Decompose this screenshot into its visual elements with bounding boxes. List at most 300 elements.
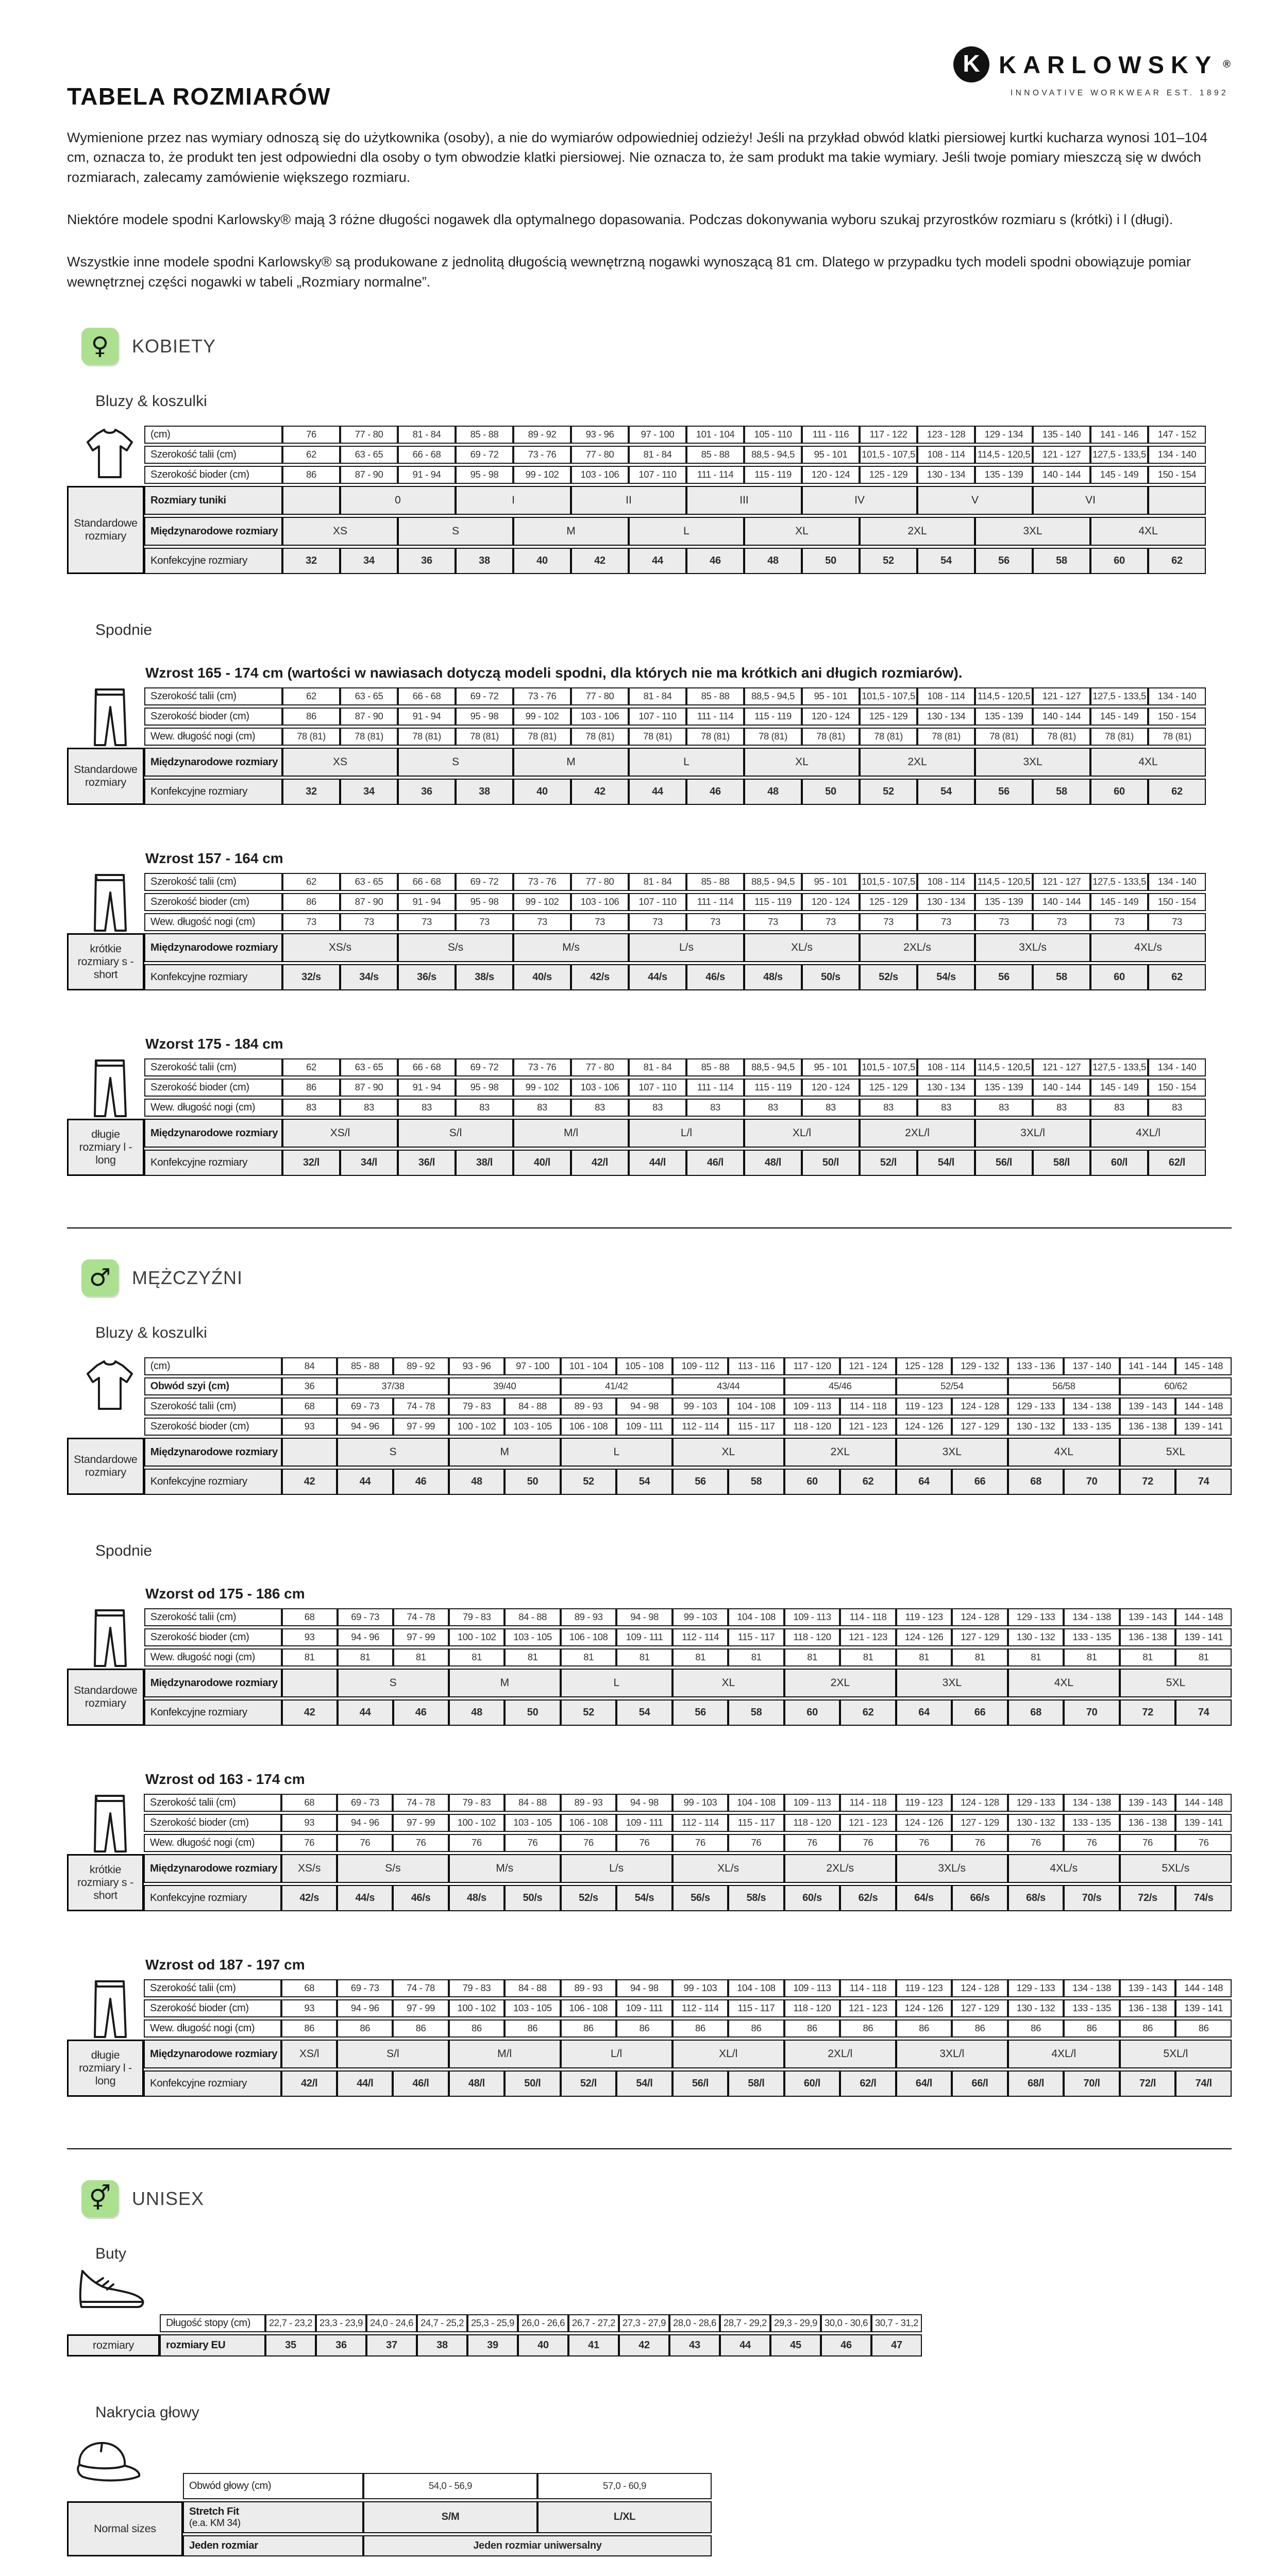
value-cell: 38/l — [456, 1150, 513, 1176]
value-cell: 58/l — [728, 2070, 784, 2097]
value-cell: 99 - 103 — [672, 1979, 728, 1997]
table-row — [67, 1794, 1232, 1812]
value-cell: 3XL — [896, 1669, 1008, 1697]
value-cell: 4XL/s — [1090, 933, 1206, 962]
value-cell: 43 — [669, 2334, 720, 2356]
value-cell: 86 — [281, 2019, 337, 2038]
value-cell: 83 — [571, 1099, 629, 1117]
value-cell: 81 — [393, 1648, 449, 1666]
value-cell: 52/54 — [896, 1377, 1008, 1395]
value-cell: 78 (81) — [802, 728, 860, 746]
value-cell: 93 — [281, 1999, 337, 2017]
value-cell: 76 — [1064, 1834, 1120, 1852]
value-cell: L/s — [561, 1854, 672, 1883]
table-row — [67, 1885, 1232, 1911]
value-cell: 94 - 96 — [337, 1418, 393, 1436]
value-cell: 101,5 - 107,5 — [860, 1058, 917, 1076]
value-cell: 103 - 105 — [505, 1999, 561, 2017]
value-cell: XS/l — [281, 2040, 337, 2068]
pants-icon — [92, 1793, 128, 1855]
value-cell: 94 - 98 — [616, 1608, 672, 1626]
value-cell: 86 — [337, 2019, 393, 2038]
value-cell: 30,7 - 31,2 — [871, 2314, 922, 2332]
side-label: rozmiary — [67, 2334, 160, 2356]
section-women — [67, 328, 1232, 1196]
karlowsky-k-icon — [952, 45, 990, 83]
unisex-shoes-table — [67, 2312, 922, 2359]
value-cell: 63 - 65 — [340, 687, 398, 705]
value-cell: 70/s — [1064, 1885, 1120, 1911]
value-cell: M/l — [449, 2040, 561, 2068]
side-label: Normal sizes — [67, 2501, 183, 2556]
value-cell: 58/l — [1033, 1150, 1090, 1176]
value-cell: 78 (81) — [398, 728, 456, 746]
group-sublabel: Bluzy & koszulki — [95, 392, 207, 410]
value-cell: 22,7 - 23,2 — [265, 2314, 316, 2332]
value-cell: 46 — [686, 779, 744, 805]
value-cell: 36 — [316, 2334, 366, 2356]
value-cell: 127,5 - 133,5 — [1090, 1058, 1148, 1076]
value-cell: 66 - 68 — [398, 1058, 456, 1076]
value-cell: 81 — [1064, 1648, 1120, 1666]
men-pants-standard-table — [67, 1606, 1232, 1728]
value-cell: 139 - 141 — [1175, 1999, 1232, 2017]
value-cell: 119 - 123 — [896, 1608, 952, 1626]
value-cell: 121 - 124 — [840, 1357, 896, 1375]
value-cell: 44/l — [337, 2070, 393, 2097]
value-cell: 68 — [281, 1794, 337, 1812]
table-row — [67, 517, 1206, 546]
value-cell: 86 — [616, 2019, 672, 2038]
value-cell: 91 - 94 — [398, 466, 456, 484]
value-cell: 103 - 105 — [505, 1418, 561, 1436]
value-cell: 77 - 80 — [571, 446, 629, 464]
value-cell: 86 — [393, 2019, 448, 2038]
value-cell: 60 — [1090, 548, 1148, 574]
table-row — [67, 2473, 712, 2499]
value-cell: 124 - 128 — [952, 1398, 1008, 1416]
women-pants-standard-table — [67, 685, 1206, 807]
value-cell: 107 - 110 — [629, 893, 686, 911]
row-label: Konfekcyjne rozmiary — [144, 548, 282, 574]
gender-symbol: ♀ — [91, 332, 109, 361]
value-cell: 109 - 111 — [616, 1999, 672, 2017]
value-cell: 83 — [860, 1099, 917, 1117]
value-cell: 91 - 94 — [398, 893, 456, 911]
side-label: Standardowe rozmiary — [67, 1669, 144, 1726]
value-cell: 120 - 124 — [802, 708, 860, 726]
value-cell: 36/l — [398, 1150, 456, 1176]
value-cell: 76 — [728, 1834, 784, 1852]
value-cell: 111 - 114 — [686, 893, 744, 911]
value-cell: 81 — [282, 1648, 338, 1666]
value-cell: 120 - 124 — [802, 466, 860, 484]
value-cell: 54/s — [917, 964, 975, 990]
value-cell: 83 — [282, 1099, 340, 1117]
shoe-icon — [76, 2264, 148, 2311]
value-cell: 144 - 148 — [1175, 1979, 1232, 1997]
value-cell: 63 - 65 — [340, 873, 398, 891]
table-row — [67, 2070, 1232, 2097]
value-cell: 2XL/s — [860, 933, 975, 962]
value-cell: 66 — [952, 1699, 1008, 1726]
intro-paragraph-1: Wymienione przez nas wymiary odnoszą się do użytkownika (osoby), a nie do wymiarów odpowiedniej odzieży! Jeśli na przykład obwód klatki piersiowej kurtki kucharza wynosi 101–104 cm, oznacza to, że produkt ten jest odpowiedni dla osoby o tym obwodzie klatki piersiowej. Nie oznacza to, że sam produkt ma takie wymiary. Jeśli twoje pomiary mieszczą się w dwóch rozmiarach, zalecamy zamówienie większego rozmiaru. — [67, 130, 1208, 185]
value-cell: 134 - 140 — [1148, 446, 1206, 464]
value-cell: 38 — [417, 2334, 467, 2356]
value-cell: 28,7 - 29,2 — [720, 2314, 770, 2332]
value-cell: 83 — [1148, 1099, 1206, 1117]
value-cell: 115 - 119 — [744, 708, 802, 726]
value-cell: 3XL/l — [896, 2040, 1008, 2068]
value-cell: 45 — [770, 2334, 821, 2356]
value-cell: I — [456, 486, 571, 515]
value-cell: 37 — [366, 2334, 417, 2356]
value-cell: 136 - 138 — [1120, 1628, 1176, 1646]
value-cell: 3XL — [975, 517, 1090, 546]
side-label: Standardowe rozmiary — [67, 486, 144, 574]
value-cell: 68 — [1008, 1699, 1064, 1726]
value-cell: 120 - 124 — [802, 1079, 860, 1097]
value-cell: 141 - 146 — [1090, 426, 1148, 444]
value-cell: 56 — [672, 1469, 728, 1495]
value-cell: 95 - 101 — [802, 446, 860, 464]
value-cell: 52 — [860, 779, 917, 805]
row-label: Międzynarodowe rozmiary — [144, 748, 282, 777]
tshirt-icon — [81, 427, 138, 482]
value-cell: 133 - 135 — [1064, 1814, 1120, 1832]
value-cell: 111 - 114 — [686, 466, 744, 484]
value-cell: 46/l — [393, 2070, 448, 2097]
value-cell: 125 - 128 — [896, 1357, 952, 1375]
value-cell: 134 - 140 — [1148, 687, 1206, 705]
value-cell: 93 - 96 — [571, 426, 629, 444]
value-cell: 73 — [398, 913, 456, 931]
value-cell: 79 - 83 — [449, 1794, 505, 1812]
table-gap — [67, 2359, 1232, 2376]
value-cell: L/l — [561, 2040, 672, 2068]
value-cell: 46/s — [686, 964, 744, 990]
value-cell: 124 - 126 — [896, 1814, 952, 1832]
value-cell: 104 - 108 — [728, 1608, 784, 1626]
value-cell: 85 - 88 — [337, 1357, 393, 1375]
value-cell: 115 - 117 — [728, 1418, 784, 1436]
pants-icon — [92, 1978, 128, 2040]
row-label: Rozmiary tuniki — [144, 486, 282, 515]
value-cell: 2XL — [784, 1669, 896, 1697]
value-cell: 81 - 84 — [629, 687, 686, 705]
value-cell: 58 — [728, 1699, 784, 1726]
value-cell: 44 — [337, 1469, 393, 1495]
unisex-icon — [81, 2180, 119, 2217]
table-gap — [67, 576, 1232, 594]
value-cell: 86 — [1175, 2019, 1232, 2038]
value-cell: 62 — [282, 446, 340, 464]
male-icon — [81, 1259, 119, 1297]
value-cell: 115 - 117 — [728, 1628, 784, 1646]
value-cell: 36 — [282, 1377, 338, 1395]
table-row — [67, 1999, 1232, 2017]
value-cell: 73 — [917, 913, 975, 931]
value-cell: 73 — [340, 913, 398, 931]
value-cell: 109 - 113 — [784, 1608, 840, 1626]
value-cell: XL/s — [744, 933, 860, 962]
value-cell: 46 — [393, 1699, 449, 1726]
value-cell: 84 — [282, 1357, 338, 1375]
group-sublabel: Buty — [95, 2245, 127, 2262]
value-cell: 26,7 - 27,2 — [568, 2314, 619, 2332]
value-cell: 48 — [744, 548, 802, 574]
table-title: Wzrost od 163 - 174 cm — [145, 1771, 305, 1787]
value-cell: 76 — [505, 1834, 561, 1852]
value-cell: 50/l — [802, 1150, 860, 1176]
table-row — [67, 1648, 1232, 1666]
table-row — [67, 1079, 1206, 1097]
table-row — [67, 2314, 922, 2332]
value-cell: 145 - 148 — [1175, 1357, 1232, 1375]
value-cell: XL — [672, 1669, 784, 1697]
value-cell: 68/s — [1008, 1885, 1064, 1911]
row-label: Szerokość talii (cm) — [144, 1794, 281, 1812]
value-cell: M — [513, 517, 629, 546]
value-cell: 2XL/s — [784, 1854, 896, 1883]
table-row — [67, 466, 1206, 484]
value-cell: 69 - 72 — [456, 873, 513, 891]
row-label: Szerokość bioder (cm) — [144, 708, 282, 726]
value-cell: 150 - 154 — [1148, 893, 1206, 911]
value-cell: 64/l — [896, 2070, 952, 2097]
icon-spacer-cell — [67, 2314, 160, 2332]
value-cell: XL/l — [672, 2040, 784, 2068]
value-cell: 78 (81) — [282, 728, 340, 746]
row-label: Wew. długość nogi (cm) — [144, 1099, 282, 1117]
value-cell: 107 - 110 — [629, 1079, 686, 1097]
value-cell: 26,0 - 26,6 — [518, 2314, 568, 2332]
value-cell: 139 - 141 — [1175, 1418, 1232, 1436]
value-cell: 62/s — [840, 1885, 896, 1911]
value-cell: 76 — [840, 1834, 896, 1852]
value-cell: 86 — [282, 1079, 340, 1097]
value-cell: 145 - 149 — [1090, 893, 1148, 911]
value-cell: 52 — [561, 1699, 617, 1726]
value-cell: 127 - 129 — [952, 1814, 1008, 1832]
value-cell: 73 — [1148, 913, 1206, 931]
value-cell: 150 - 154 — [1148, 708, 1206, 726]
value-cell: 78 (81) — [975, 728, 1033, 746]
value-cell: XL/l — [744, 1119, 860, 1148]
value-cell: 109 - 111 — [616, 1628, 672, 1646]
value-cell: 66/s — [952, 1885, 1008, 1911]
value-cell: 86 — [1120, 2019, 1176, 2038]
value-cell: 74 - 78 — [393, 1979, 448, 1997]
value-cell: 114,5 - 120,5 — [975, 1058, 1033, 1076]
value-cell: 3XL/s — [975, 933, 1090, 962]
value-cell: 50/s — [505, 1885, 561, 1911]
value-cell: 133 - 135 — [1064, 1628, 1120, 1646]
value-cell: 45/46 — [784, 1377, 896, 1395]
value-cell: 42 — [282, 1699, 338, 1726]
value-cell: 112 - 114 — [672, 1999, 728, 2017]
value-cell: 36/s — [398, 964, 456, 990]
value-cell: 87 - 90 — [340, 708, 398, 726]
value-cell: 114 - 118 — [840, 1398, 896, 1416]
row-label: Szerokość talii (cm) — [144, 1608, 282, 1626]
value-cell: S/l — [398, 1119, 513, 1148]
women-pants-long-wrapper — [67, 1056, 1232, 1178]
value-cell: 52/l — [561, 2070, 617, 2097]
value-cell: 112 - 114 — [672, 1628, 728, 1646]
table-row — [67, 893, 1206, 911]
value-cell: 42 — [571, 779, 629, 805]
value-cell: 81 — [338, 1648, 393, 1666]
value-cell: 78 (81) — [744, 728, 802, 746]
value-cell: 4XL — [1008, 1438, 1120, 1467]
value-cell: 73 - 76 — [513, 446, 571, 464]
value-cell: 70 — [1064, 1469, 1120, 1495]
value-cell: 40 — [513, 779, 571, 805]
value-cell: 78 (81) — [917, 728, 975, 746]
tshirt-icon — [81, 1358, 138, 1414]
value-cell: 5XL — [1120, 1438, 1232, 1467]
value-cell: 62 — [1148, 964, 1206, 990]
value-cell: 78 (81) — [1090, 728, 1148, 746]
value-cell: 44/s — [337, 1885, 393, 1911]
registered-mark: ® — [1223, 58, 1231, 70]
value-cell: 109 - 111 — [616, 1814, 672, 1832]
value-cell — [282, 1669, 338, 1697]
value-cell: XL — [672, 1438, 784, 1467]
value-cell: 81 — [505, 1648, 561, 1666]
value-cell: 134 - 138 — [1064, 1608, 1120, 1626]
gender-symbol: ♂ — [89, 1264, 111, 1292]
value-cell: 100 - 102 — [449, 1999, 505, 2017]
value-cell: 100 - 102 — [449, 1628, 505, 1646]
group-sublabel: Bluzy & koszulki — [95, 1324, 207, 1341]
value-cell: 77 - 80 — [571, 873, 629, 891]
value-cell: L — [629, 748, 744, 777]
value-cell: Jeden rozmiar uniwersalny — [363, 2535, 712, 2556]
value-cell: 85 - 88 — [686, 446, 744, 464]
value-cell: 109 - 113 — [784, 1398, 840, 1416]
row-label: Konfekcyjne rozmiary — [144, 1469, 282, 1495]
value-cell: M — [513, 748, 629, 777]
value-cell: 87 - 90 — [340, 893, 398, 911]
value-cell: 86 — [840, 2019, 896, 2038]
side-label: krótkie rozmiary s - short — [67, 933, 144, 990]
men-pants-long-wrapper — [67, 1977, 1232, 2099]
value-cell: 76 — [672, 1834, 728, 1852]
value-cell: 73 — [1090, 913, 1148, 931]
value-cell: 58/s — [728, 1885, 784, 1911]
value-cell: 54 — [917, 548, 975, 574]
row-label: Szerokość bioder (cm) — [144, 1628, 282, 1646]
table-row — [67, 2501, 712, 2533]
unisex-headwear-table — [67, 2471, 712, 2558]
value-cell: 39/40 — [449, 1377, 561, 1395]
value-cell: 32/s — [282, 964, 340, 990]
value-cell: 145 - 149 — [1090, 466, 1148, 484]
value-cell: 3XL/s — [896, 1854, 1008, 1883]
value-cell: 62/l — [1148, 1150, 1206, 1176]
value-cell: 86 — [505, 2019, 561, 2038]
female-icon — [81, 328, 119, 365]
value-cell: 58 — [1033, 779, 1090, 805]
table-row — [67, 1699, 1232, 1726]
value-cell: 72 — [1120, 1699, 1176, 1726]
row-label: Międzynarodowe rozmiary — [144, 1119, 282, 1148]
value-cell: 48 — [744, 779, 802, 805]
value-cell: 83 — [513, 1099, 571, 1117]
value-cell: 86 — [282, 708, 340, 726]
value-cell: 73 - 76 — [513, 1058, 571, 1076]
value-cell: 4XL/l — [1090, 1119, 1206, 1148]
men-pants-short-wrapper — [67, 1792, 1232, 1913]
value-cell: 23,3 - 23,9 — [316, 2314, 366, 2332]
value-cell: 79 - 83 — [449, 1608, 505, 1626]
value-cell: 85 - 88 — [686, 687, 744, 705]
value-cell: 84 - 88 — [505, 1398, 561, 1416]
value-cell: XS — [282, 517, 398, 546]
value-cell: 89 - 93 — [561, 1979, 617, 1997]
value-cell: 121 - 127 — [1033, 873, 1090, 891]
value-cell: 127 - 129 — [952, 1628, 1008, 1646]
value-cell: 88,5 - 94,5 — [744, 1058, 802, 1076]
value-cell: XS/s — [282, 933, 398, 962]
value-cell: 81 — [672, 1648, 728, 1666]
row-label: Szerokość bioder (cm) — [144, 1814, 281, 1832]
value-cell: 56 — [975, 548, 1033, 574]
value-cell: 32 — [282, 548, 340, 574]
value-cell: L/l — [629, 1119, 744, 1148]
value-cell: 81 - 84 — [629, 1058, 686, 1076]
value-cell: 60 — [1090, 964, 1148, 990]
value-cell: 5XL — [1120, 1669, 1232, 1697]
value-cell: 76 — [784, 1834, 840, 1852]
value-cell: 69 - 73 — [337, 1398, 393, 1416]
table-gap — [67, 2558, 1232, 2576]
value-cell: 119 - 123 — [896, 1794, 952, 1812]
value-cell: 74/l — [1175, 2070, 1232, 2097]
value-cell: 99 - 102 — [513, 466, 571, 484]
value-cell: 117 - 122 — [860, 426, 917, 444]
svg-text:K: K — [963, 50, 980, 77]
value-cell: 93 — [282, 1418, 338, 1436]
side-label: długie rozmiary l - long — [67, 2040, 144, 2097]
pants-icon — [92, 1607, 128, 1669]
row-label: Szerokość bioder (cm) — [144, 1418, 282, 1436]
value-cell: 50 — [505, 1699, 561, 1726]
table-row — [67, 1438, 1232, 1467]
value-cell: 121 - 123 — [840, 1628, 896, 1646]
value-cell: 50 — [802, 779, 860, 805]
value-cell: 134 - 138 — [1064, 1398, 1120, 1416]
value-cell: 89 - 93 — [561, 1398, 617, 1416]
value-cell: 63 - 65 — [340, 1058, 398, 1076]
value-cell: 135 - 139 — [975, 893, 1033, 911]
value-cell: 99 - 102 — [513, 708, 571, 726]
value-cell: 97 - 100 — [505, 1357, 561, 1375]
value-cell: 135 - 139 — [975, 708, 1033, 726]
value-cell: 44 — [629, 779, 686, 805]
row-label: Obwód głowy (cm) — [183, 2473, 363, 2499]
value-cell: 125 - 129 — [860, 1079, 917, 1097]
value-cell: 43/44 — [672, 1377, 784, 1395]
value-cell: 130 - 132 — [1008, 1628, 1064, 1646]
table-gap — [67, 2099, 1232, 2116]
value-cell: 46 — [686, 548, 744, 574]
value-cell: XS — [282, 748, 398, 777]
table-row — [67, 1119, 1206, 1148]
value-cell: 56/l — [975, 1150, 1033, 1176]
